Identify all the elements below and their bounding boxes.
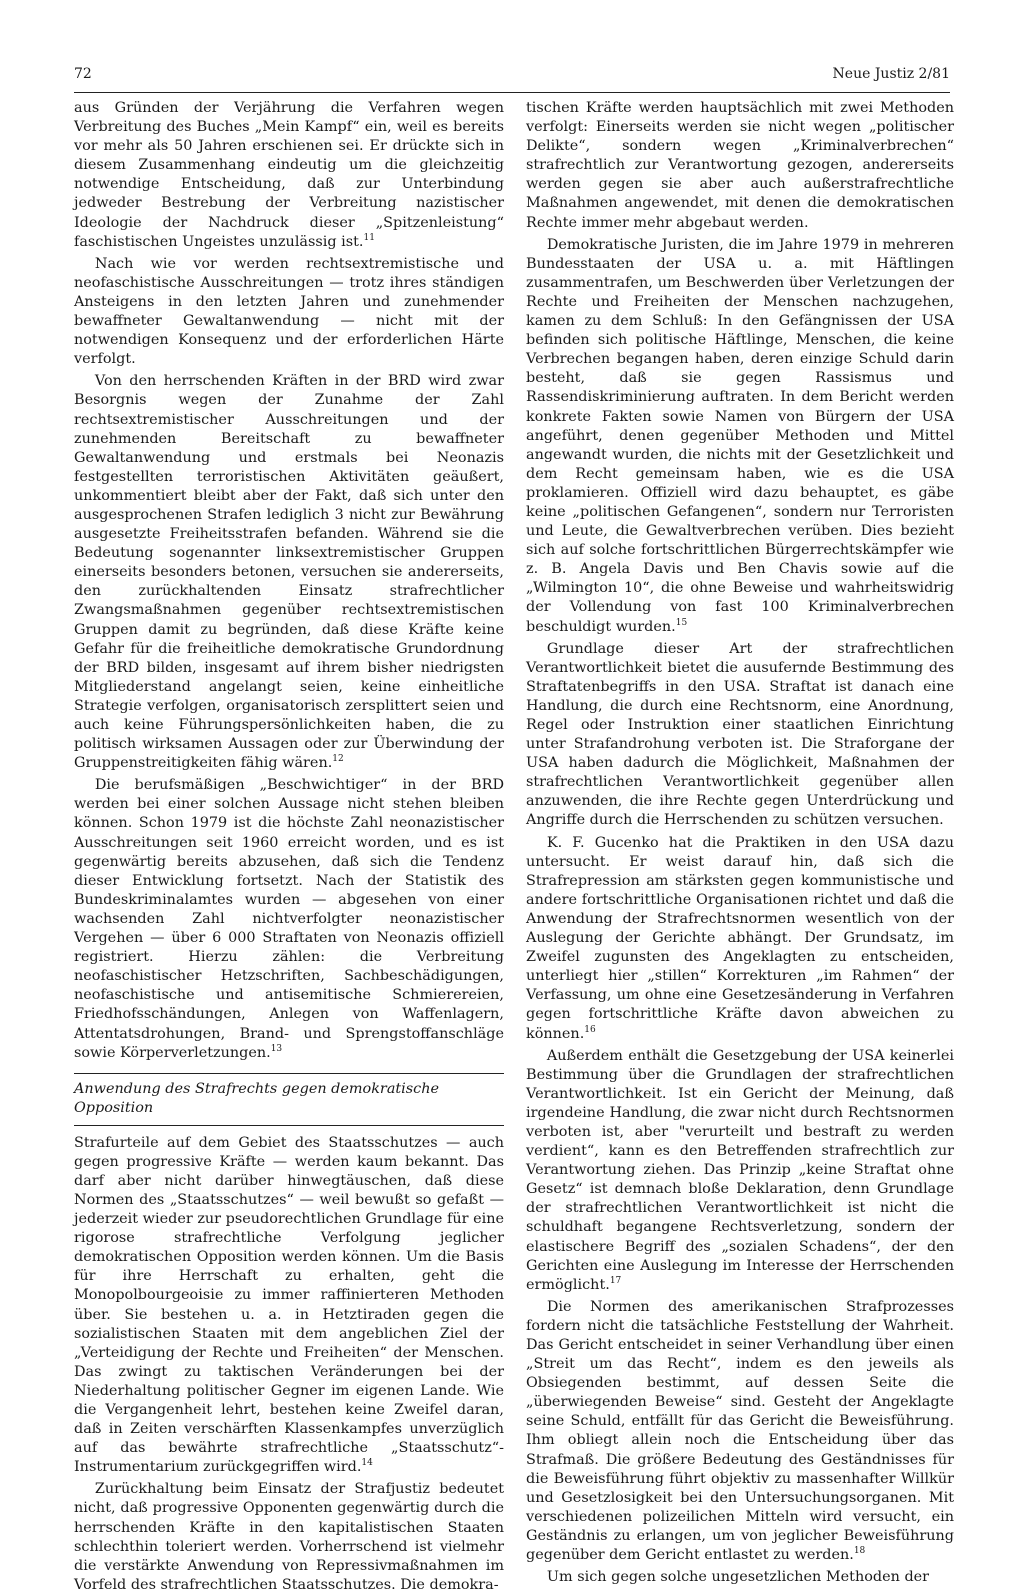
paragraph-text: Demokratische Juristen, die im Jahre 1979 in mehreren Bundesstaaten der USA u. a. mit Häftlingen zusammentrafen, um Beschwerden über Verletzungen der Rechte und Freiheiten der Menschen nachzugehen, kamen zu dem Schluß: In den Gefängnissen der USA befinden sich politische Häftlinge, Menschen, die keine Verbrechen begangen haben, deren einzige Schuld darin besteht, daß sie gegen Rassismus und Rassendiskriminierung auftraten. In dem Bericht werden konkrete Fakten sowie Namen von Bürgern der USA angeführt, denen gegenüber Methoden und Mittel angewandt wurden, die nichts mit der Gesetzlichkeit und dem Recht gemeinsam haben, wie es die USA proklamieren. Offiziell wird dazu behauptet, es gäbe keine „politischen Gefangenen“, sondern nur Terroristen und Leute, die Gewaltverbrechen verüben. Dies bezieht sich auf solche fortschrittlichen Bürgerrechtskämpfer wie z. B. Angela Davis und Ben Chavis sowie auf die „Wilmington 10“, die ohne Beweise und wahrheitswidrig der Vollendung von fast 100 Kriminalverbrechen beschuldigt wurden. [526, 236, 954, 635]
paragraph [74, 1480, 504, 1595]
paragraph-text: Von den herrschenden Kräften in der BRD wird zwar Besorgnis wegen der Zunahme der Zahl rechtsextremistischer Ausschreitungen und der zunehmenden Bereitschaft zu bewaffneter Gewaltanwendung und erstmals bei Neonazis festgestellten terroristischen Aktivitäten geäußert, unkommentiert bleibt aber der Fakt, daß sich unter den ausgesprochenen Strafen lediglich 3 nicht zur Bewährung ausgesetzte Freiheitsstrafen befanden. Während sie die Bedeutung sogenannter linksextremistischer Gruppen einerseits besonders betonen, versuchen sie andererseits, den zurückhaltenden Einsatz strafrechtlicher Zwangsmaßnahmen gegenüber rechtsextremistischen Gruppen damit zu begründen, daß diese Kräfte keine Gefahr für die freiheitliche demokratische Grundordnung der BRD bilden, insgesamt auf ihrem bisher niedrigsten Mitgliederstand angelangt seien, keine einheitliche Strategie verfolgen, organisatorisch zersplittert seien und auch keine Führungspersönlichkeiten haben, die zu politisch wirksamen Aussagen oder zur Überwindung der Gruppenstreitigkeiten fähig wären. [74, 373, 504, 772]
paragraph-text: Um sich gegen solche ungesetzlichen Methoden der [546, 1569, 930, 1586]
section-heading-line: Anwendung des Strafrechts gegen demokratische [74, 1080, 440, 1097]
paragraph-text: aus Gründen der Verjährung die Verfahren wegen Verbreitung des Buches „Mein Kampf“ ein, weil es bereits vor mehr als 50 Jahren erschienen sei. Er drückte sich in diesem Zusammenhang eindeutig um die gleichzeitig notwendige Entscheidung, daß zur Unterbindung jedweder Bestrebung der Verbreitung nazistischer Ideologie der Nachdruck dieser „Spitzenleistung“ faschistischen Ungeistes unzulässig ist. [74, 100, 504, 250]
paragraph-text: Zurückhaltung beim Einsatz der Strafjustiz bedeutet nicht, daß progressive Opponenten gegenwärtig durch die herrschenden Kräfte in den kapitalistischen Staaten schlechthin toleriert werden. Vorherrschend ist vielmehr die verstärkte Anwendung von Repressivmaßnahmen im Vorfeld des strafrechtlichen Staatsschutzes. Die demokra- [74, 1481, 504, 1593]
paragraph-text: tischen Kräfte werden hauptsächlich mit zwei Methoden verfolgt: Einerseits werden sie nicht wegen „politischer Delikte“, sondern wegen „Kriminalverbrechen“ strafrechtlich zur Verantwortung gezogen, andererseits werden gegen sie aber auch außerstrafrechtliche Maßnahmen angewendet, mit denen die demokratischen Rechte immer mehr abgebaut werden. [526, 100, 954, 231]
footnote-ref: 15 [675, 617, 688, 628]
footnote-ref: 11 [363, 232, 375, 243]
left-column [74, 99, 504, 1595]
section-heading-line: Opposition [74, 1099, 154, 1116]
paragraph [74, 776, 504, 1062]
paragraph [526, 99, 954, 233]
page-header [74, 66, 950, 93]
paragraph [526, 834, 954, 1044]
paragraph [74, 99, 504, 252]
paragraph [526, 1047, 954, 1295]
paragraph [526, 236, 954, 637]
footnote-ref: 17 [609, 1275, 622, 1286]
journal-issue: Neue Justiz 2/81 [832, 66, 950, 82]
paragraph-text: Nach wie vor werden rechtsextremistische und neofaschistische Ausschreitungen — trotz ihres ständigen Ansteigens in den letzten Jahren und zunehmender bewaffneter Gewaltanwendung — nicht mit der notwendigen Konsequenz und der erforderlichen Härte verfolgt. [74, 255, 504, 368]
paragraph [74, 255, 504, 370]
footnote-ref: 14 [361, 1458, 373, 1469]
page-number: 72 [74, 66, 92, 82]
paragraph-text: Außerdem enthält die Gesetzgebung der USA keinerlei Bestimmung über die Grundlagen der strafrechtlichen Verantwortlichkeit. Ist ein Gericht der Meinung, daß irgendeine Handlung, die zwar nicht durch Rechtsnormen verboten ist, aber "verurteilt und bestraft zu werden verdient“, kann es den Betreffenden strafrechtlich zur Verantwortung ziehen. Das Prinzip „keine Straftat ohne Gesetz“ ist demnach bloße Deklaration, denn Grundlage der strafrechtlichen Verantwortlichkeit ist nicht die schuldhaft begangene Rechtsverletzung, sondern der elastischere Begriff des „sozialen Schadens“, der den Gerichten eine Auslegung im Interesse der Herrschenden ermöglicht. [526, 1047, 954, 1293]
footnote-ref: 18 [853, 1546, 866, 1557]
paragraph [526, 1568, 954, 1587]
footnote-ref: 13 [270, 1043, 283, 1054]
footnote-ref: 16 [584, 1024, 596, 1035]
paragraph-text: Strafurteile auf dem Gebiet des Staatsschutzes — auch gegen progressive Kräfte — werden kaum bekannt. Das darf aber nicht darüber hinwegtäuschen, daß diese Normen des „Staatsschutzes“ — weil bewußt so gefaßt — jederzeit wieder zur pseudorechtlichen Grundlage für eine rigorose strafrechtliche Verfolgung jeglicher demokratischen Opposition werden können. Um die Basis für ihre Herrschaft zu erhalten, geht die Monopolbourgeoisie zu immer raffinierteren Methoden über. Sie bestehen u. a. in Hetztiraden gegen die sozialistischen Staaten mit dem angeblichen Ziel der „Verteidigung der Rechte und Freiheiten“ der Menschen. Das zwingt zu taktischen Veränderungen bei der Niederhaltung politischer Gegner im eigenen Lande. Wie die Vergangenheit lehrt, bestehen keine Zweifel daran, daß in Zeiten verschärften Klassenkampfes unverzüglich auf das bewährte strafrechtliche „Staatsschutz“-Instrumentarium zurückgegriffen wird. [74, 1134, 504, 1476]
paragraph-text: K. F. Gucenko hat die Praktiken in den USA dazu untersucht. Er weist darauf hin, daß sich die Strafrepression am stärksten gegen kommunistische und andere fortschrittliche Organisationen richtet und daß die Anwendung der Strafrechtsnormen wesentlich von der Auslegung der Gerichte abhängt. Der Grundsatz, im Zweifel zugunsten des Angeklagten zu entscheiden, unterliegt hier „stillen“ Korrekturen „im Rahmen“ der Verfassung, um ohne eine Gesetzesänderung in Verfahren gegen fortschrittliche Kräfte davon abweichen zu können. [526, 834, 954, 1042]
paragraph-text: Grundlage dieser Art der strafrechtlichen Verantwortlichkeit bietet die ausufernde Bestimmung des Straftatenbegriffs in den USA. Straftat ist danach eine Handlung, die durch eine Rechtsnorm, eine Anordnung, Regel oder Instruktion einer staatlichen Einrichtung unter Strafandrohung verboten ist. Die Straforgane der USA haben dadurch die Möglichkeit, Maßnahmen der strafrechtlichen Verantwortlichkeit gegenüber allen anzuwenden, die ihre Rechte gegen Unterdrückung und Angriffe durch die Herrschenden zu schützen versuchen. [526, 640, 954, 829]
paragraph [526, 640, 954, 831]
paragraph-text: Die berufsmäßigen „Beschwichtiger“ in der BRD werden bei einer solchen Aussage nicht stehen bleiben können. Schon 1979 ist die höchste Zahl neonazistischer Ausschreitungen seit 1960 erreicht worden, und es ist gegenwärtig bereits abzusehen, daß sich die Tendenz dieser Entwicklung fortsetzt. Nach der Statistik des Bundeskriminalamtes wurden — abgesehen von einer wachsenden Zahl nichtverfolgter neonazistischer Vergehen — über 6 000 Straftaten von Neonazis offiziell registriert. Hierzu zählen: die Verbreitung neofaschistischer Hetzschriften, Sachbeschädigungen, neofaschistische und antisemitische Schmierereien, Friedhofsschändungen, Anlegen von Waffenlagern, Attentatsdrohungen, Brand- und Sprengstoffanschläge sowie Körperverletzungen. [74, 777, 504, 1061]
right-column [526, 99, 954, 1587]
paragraph-text: Die Normen des amerikanischen Strafprozesses fordern nicht die tatsächliche Feststellung der Wahrheit. Das Gericht entscheidet in seiner Verhandlung über einen „Streit um das Recht“, indem es den jeweils als Obsiegenden bestimmt, auf dessen Seite die „überwiegenden Beweise“ sind. Gesteht der Angeklagte seine Schuld, entfällt für das Gericht die Beweisführung. Ihm obliegt allein noch die Entscheidung über das Strafmaß. Die größere Bedeutung des Geständnisses für die Beweisführung führt objektiv zu massenhafter Willkür und Gesetzlosigkeit bei den Untersuchungsorganen. Mit verschiedenen polizeilichen Mitteln wird versucht, ein Geständnis zu erlangen, um von jeglicher Beweisführung gegenüber dem Gericht entlastet zu werden. [526, 1298, 954, 1564]
footnote-ref: 12 [332, 754, 344, 765]
paragraph [74, 372, 504, 773]
section-heading [74, 1073, 504, 1126]
paragraph [74, 1134, 504, 1478]
paragraph [526, 1298, 954, 1565]
